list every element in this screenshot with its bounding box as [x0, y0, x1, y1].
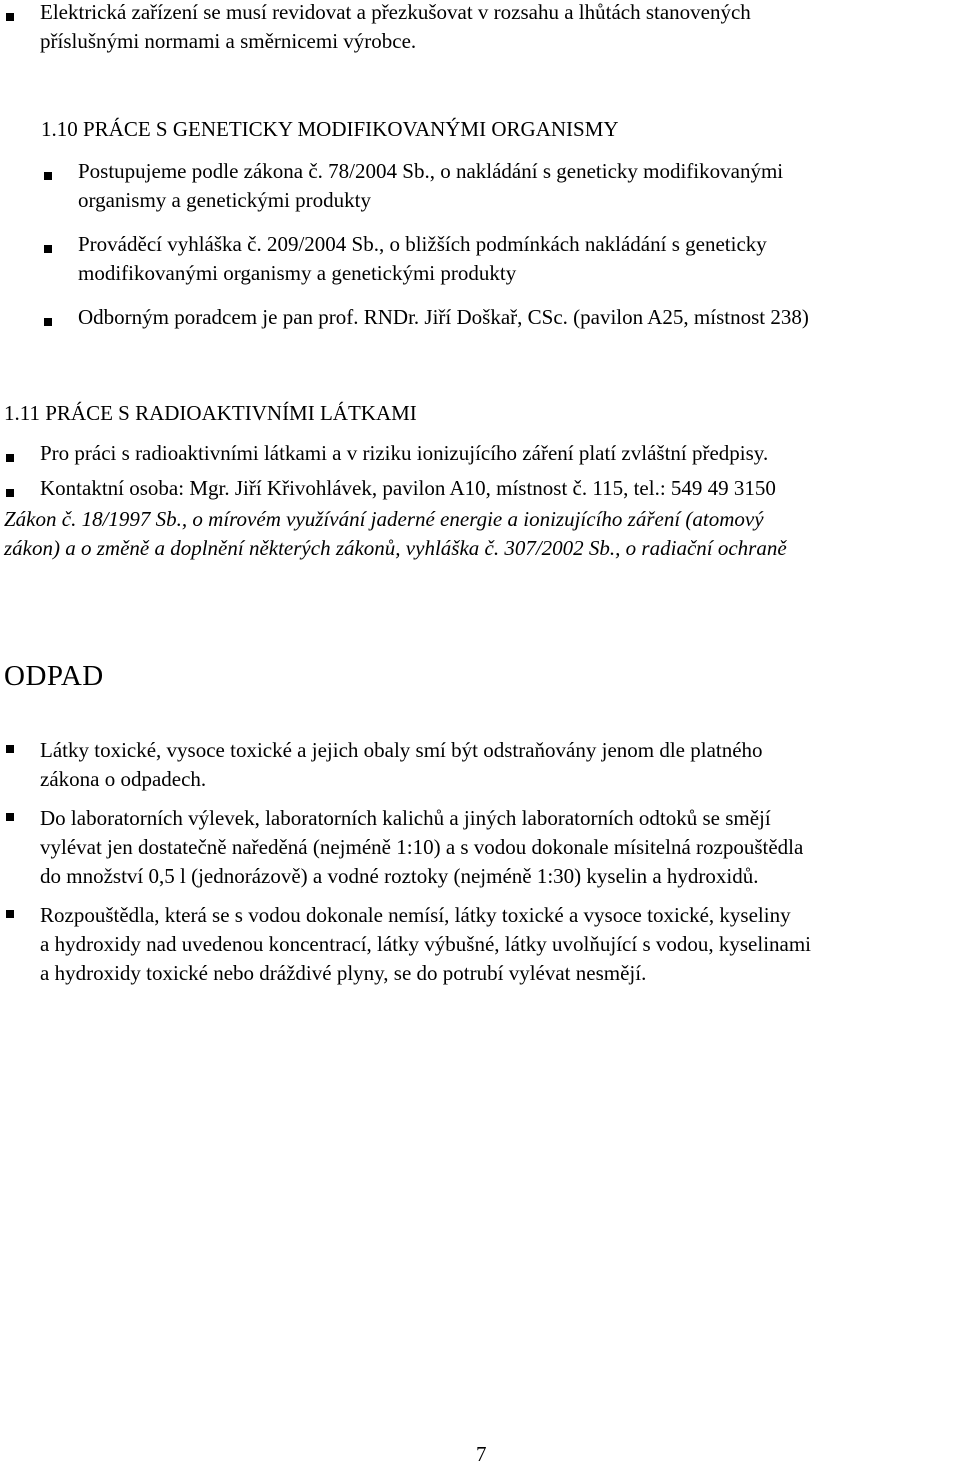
bullet-icon — [6, 910, 14, 918]
section-heading-waste: ODPAD — [4, 660, 104, 692]
bullet-icon — [44, 245, 52, 253]
text-line: modifikovanými organismy a genetickými produkty — [78, 261, 517, 285]
text-line: Zákon č. 18/1997 Sb., o mírovém využívání jaderné energie a ionizujícího záření (atomový — [4, 507, 764, 531]
text-line: Látky toxické, vysoce toxické a jejich obaly smí být odstraňovány jenom dle platného — [40, 738, 763, 762]
gmo-decree-item — [78, 230, 958, 288]
waste-sink-item — [40, 804, 958, 891]
radioactive-contact-item — [40, 474, 958, 503]
bullet-icon — [44, 172, 52, 180]
text-line: organismy a genetickými produkty — [78, 188, 371, 212]
bullet-icon — [6, 489, 14, 497]
bullet-icon — [6, 813, 14, 821]
gmo-law-item — [78, 157, 958, 215]
text-line: příslušnými normami a směrnicemi výrobce. — [40, 29, 417, 53]
text-line: Pro práci s radioaktivními látkami a v riziku ionizujícího záření platí zvláštní předpisy. — [40, 441, 769, 465]
radioactive-rules-item — [40, 439, 958, 468]
text-line: Rozpouštědla, která se s vodou dokonale nemísí, látky toxické a vysoce toxické, kyseliny — [40, 903, 791, 927]
text-line: Prováděcí vyhláška č. 209/2004 Sb., o bližších podmínkách nakládání s geneticky — [78, 232, 767, 256]
text-line: Odborným poradcem je pan prof. RNDr. Jiří Doškař, CSc. (pavilon A25, místnost 238) — [78, 305, 809, 329]
electrical-devices-paragraph — [40, 0, 958, 56]
text-line: Elektrická zařízení se musí revidovat a přezkušovat v rozsahu a lhůtách stanovených — [40, 0, 751, 24]
gmo-advisor-item — [78, 303, 958, 332]
text-line: Postupujeme podle zákona č. 78/2004 Sb., o nakládání s geneticky modifikovanými — [78, 159, 784, 183]
text-line: zákona o odpadech. — [40, 767, 207, 791]
section-heading-gmo: 1.10 PRÁCE S GENETICKY MODIFIKOVANÝMI ORGANISMY — [41, 117, 619, 141]
text-line: do množství 0,5 l (jednorázově) a vodné roztoky (nejméně 1:30) kyselin a hydroxidů. — [40, 864, 759, 888]
bullet-icon — [6, 13, 14, 21]
page-number: 7 — [476, 1442, 487, 1466]
bullet-icon — [6, 454, 14, 462]
text-line: a hydroxidy nad uvedenou koncentrací, látky výbušné, látky uvolňující s vodou, kyselinami — [40, 932, 812, 956]
text-line: Do laboratorních výlevek, laboratorních kalichů a jiných laboratorních odtoků se smějí — [40, 806, 771, 830]
waste-solvents-item — [40, 901, 958, 988]
bullet-icon — [6, 745, 14, 753]
text-line: zákon) a o změně a doplnění některých zákonů, vyhláška č. 307/2002 Sb., o radiační ochraně — [4, 536, 787, 560]
text-line: Kontaktní osoba: Mgr. Jiří Křivohlávek, pavilon A10, místnost č. 115, tel.: 549 49 3150 — [40, 476, 776, 500]
text-line: vylévat jen dostatečně naředěná (nejméně 1:10) a s vodou dokonale mísitelná rozpouštědla — [40, 835, 804, 859]
waste-toxic-item — [40, 736, 958, 794]
bullet-icon — [44, 318, 52, 326]
section-heading-radioactive: 1.11 PRÁCE S RADIOAKTIVNÍMI LÁTKAMI — [4, 401, 417, 425]
text-line: a hydroxidy toxické nebo dráždivé plyny, se do potrubí vylévat nesmějí. — [40, 961, 647, 985]
atomic-law-paragraph — [4, 505, 958, 563]
